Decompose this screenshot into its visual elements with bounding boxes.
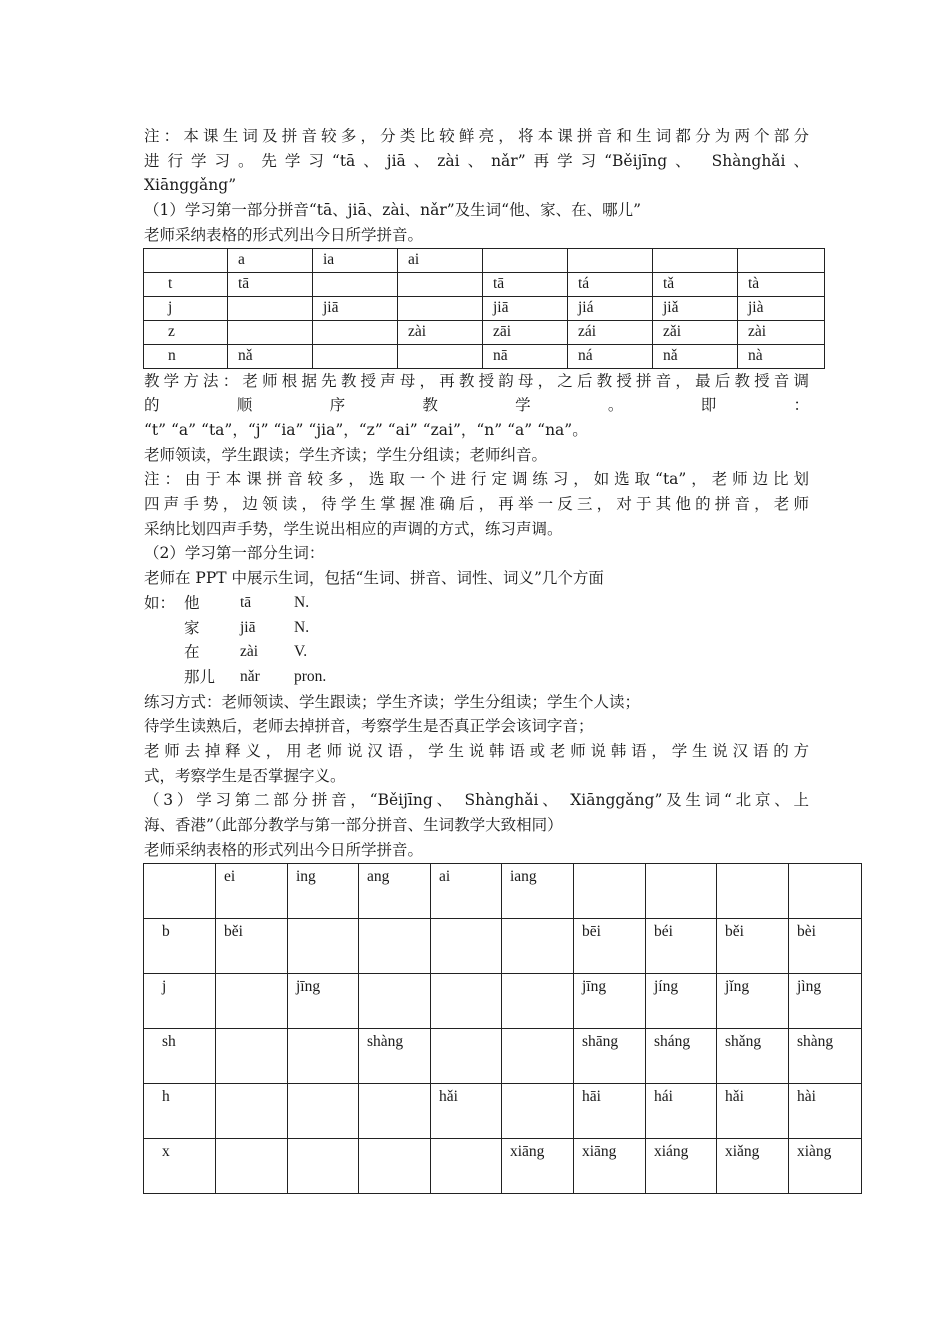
table1-cell: jiā bbox=[313, 296, 398, 320]
table2-cell: hài bbox=[789, 1083, 862, 1138]
table1-cell: a bbox=[228, 248, 313, 272]
table1-cell: zài bbox=[738, 320, 825, 344]
table1-cell: zái bbox=[568, 320, 653, 344]
table1-cell bbox=[398, 272, 483, 296]
table1-cell: ai bbox=[398, 248, 483, 272]
table2-cell: jǐng bbox=[717, 973, 789, 1028]
table1-cell: nǎ bbox=[653, 344, 738, 368]
table2-cell: xiāng bbox=[502, 1138, 574, 1193]
table1-cell bbox=[398, 344, 483, 368]
table1-cell: ná bbox=[568, 344, 653, 368]
table2-cell: ai bbox=[431, 863, 502, 918]
intro-line-1: 注：本课生词及拼音较多，分类比较鲜亮，将本课拼音和生词都分为两个部分 bbox=[144, 127, 809, 145]
table2-cell bbox=[646, 863, 717, 918]
table2-cell: ing bbox=[288, 863, 359, 918]
table1-cell: jiā bbox=[483, 296, 568, 320]
section3-heading-2: 海、香港”（此部分教学与第一部分拼音、生词教学大致相同） bbox=[144, 816, 563, 835]
table1-cell bbox=[228, 320, 313, 344]
note-line-1: 注：由于本课拼音较多，选取一个进行定调练习，如选取“ta”，老师边比划 bbox=[144, 470, 809, 489]
table1-cell: tā bbox=[483, 272, 568, 296]
vocab-word: 那儿 bbox=[184, 667, 216, 686]
pinyin-table-2 bbox=[143, 863, 862, 1194]
table2-cell bbox=[216, 1138, 288, 1193]
table2-row bbox=[144, 1028, 862, 1083]
method-word: 。 bbox=[607, 396, 624, 415]
table2-cell bbox=[288, 1138, 359, 1193]
table1-cell: z bbox=[144, 320, 228, 344]
table2-cell: shāng bbox=[574, 1028, 646, 1083]
table1-row bbox=[144, 272, 825, 296]
table2-cell: hái bbox=[646, 1083, 717, 1138]
table1-cell: nà bbox=[738, 344, 825, 368]
table2-cell: h bbox=[144, 1083, 216, 1138]
table1-cell bbox=[653, 248, 738, 272]
table1-cell bbox=[568, 248, 653, 272]
method-line-1: 教学方法：老师根据先教授声母，再教授韵母，之后教授拼音，最后教授音调 bbox=[144, 371, 809, 390]
table2-cell bbox=[431, 918, 502, 973]
table1-cell: tá bbox=[568, 272, 653, 296]
table1-cell: j bbox=[144, 296, 228, 320]
table1-row bbox=[144, 296, 825, 320]
table2-cell: ei bbox=[216, 863, 288, 918]
method-word: 的 bbox=[144, 396, 160, 415]
table2-cell bbox=[144, 863, 216, 918]
table2-cell: hǎi bbox=[431, 1083, 502, 1138]
vocab-pos: N. bbox=[294, 593, 310, 611]
note-line-2: 四声手势，边领读，待学生掌握准确后，再举一反三，对于其他的拼音，老师 bbox=[144, 495, 809, 514]
table2-cell: sh bbox=[144, 1028, 216, 1083]
table2-cell bbox=[502, 1028, 574, 1083]
table1-cell bbox=[313, 272, 398, 296]
method-word: ： bbox=[793, 396, 809, 415]
table2-cell: hǎi bbox=[717, 1083, 789, 1138]
vocab-prefix bbox=[144, 616, 184, 641]
table1-cell bbox=[228, 296, 313, 320]
table2-cell: x bbox=[144, 1138, 216, 1193]
table2-cell: jīng bbox=[288, 973, 359, 1028]
table2-cell bbox=[359, 973, 431, 1028]
section3-heading-1: （3）学习第二部分拼音，“Běijīng、 Shànghǎi、 Xiānggǎng”及生词“北京、上 bbox=[144, 791, 809, 810]
table1-cell: jiǎ bbox=[653, 296, 738, 320]
table2-cell bbox=[359, 1138, 431, 1193]
note-line-3: 采纳比划四声手势，学生说出相应的声调的方式，练习声调。 bbox=[144, 519, 563, 538]
table2-cell: běi bbox=[717, 918, 789, 973]
table2-cell: běi bbox=[216, 918, 288, 973]
vocab-pos: N. bbox=[294, 618, 310, 636]
method-word: 教 bbox=[422, 396, 438, 415]
method-word: 顺 bbox=[236, 396, 253, 415]
vocab-prefix bbox=[144, 665, 184, 690]
table1-cell: tā bbox=[228, 272, 313, 296]
vocab-word: 他 bbox=[184, 593, 200, 612]
vocab-pinyin: jiā bbox=[240, 618, 256, 636]
method-line-3: “t” “a” “ta”，“j” “ia” “jia”，“z” “ai” “zai”，“n” “a” “na”。 bbox=[144, 420, 588, 439]
table2-cell: shàng bbox=[359, 1028, 431, 1083]
vocab-item bbox=[144, 591, 809, 616]
table1-cell: tà bbox=[738, 272, 825, 296]
table1-cell bbox=[738, 248, 825, 272]
vocab-item bbox=[144, 616, 809, 641]
table2-cell: iang bbox=[502, 863, 574, 918]
table2-cell bbox=[502, 1083, 574, 1138]
vocab-word: 在 bbox=[184, 643, 200, 662]
vocab-pinyin: tā bbox=[240, 593, 252, 611]
table1-cell: jià bbox=[738, 296, 825, 320]
practice-line-1: 练习方式：老师领读、学生跟读；学生齐读；学生分组读；学生个人读； bbox=[144, 692, 641, 711]
table2-row bbox=[144, 1083, 862, 1138]
method-line-2 bbox=[144, 393, 809, 418]
table2-cell bbox=[216, 1028, 288, 1083]
table2-cell: sháng bbox=[646, 1028, 717, 1083]
section1-heading: （1）学习第一部分拼音“tā、jiā、zài、nǎr”及生词“他、家、在、哪儿” bbox=[144, 201, 642, 220]
table2-cell bbox=[288, 918, 359, 973]
table2-cell: shǎng bbox=[717, 1028, 789, 1083]
table2-row bbox=[144, 1138, 862, 1193]
table1-cell: nǎ bbox=[228, 344, 313, 368]
table2-cell bbox=[502, 918, 574, 973]
table2-cell: shàng bbox=[789, 1028, 862, 1083]
table1-cell bbox=[398, 296, 483, 320]
vocab-item bbox=[144, 665, 809, 690]
table1-header-row bbox=[144, 248, 825, 272]
table1-cell bbox=[313, 320, 398, 344]
method-word: 序 bbox=[329, 396, 346, 415]
vocab-pos: V. bbox=[294, 643, 308, 661]
table2-cell: bēi bbox=[574, 918, 646, 973]
vocab-pinyin: nǎr bbox=[240, 667, 260, 685]
table2-cell bbox=[288, 1028, 359, 1083]
table2-cell bbox=[288, 1083, 359, 1138]
table1-cell: jiá bbox=[568, 296, 653, 320]
table2-cell bbox=[216, 1083, 288, 1138]
table2-cell: hāi bbox=[574, 1083, 646, 1138]
practice-line-3: 老师去掉释义，用老师说汉语，学生说韩语或老师说韩语，学生说汉语的方 bbox=[144, 742, 809, 761]
table1-cell bbox=[483, 248, 568, 272]
table1-cell: t bbox=[144, 272, 228, 296]
table1-cell: zài bbox=[398, 320, 483, 344]
table2-cell: jīng bbox=[574, 973, 646, 1028]
document-page bbox=[144, 124, 834, 1194]
table2-cell bbox=[216, 973, 288, 1028]
table2-cell bbox=[359, 918, 431, 973]
table1-cell bbox=[144, 248, 228, 272]
table1-cell: zāi bbox=[483, 320, 568, 344]
vocab-pinyin: zài bbox=[240, 643, 259, 661]
table2-cell: béi bbox=[646, 918, 717, 973]
table1-cell: n bbox=[144, 344, 228, 368]
table1-cell bbox=[313, 344, 398, 368]
table1-cell: nā bbox=[483, 344, 568, 368]
vocab-item bbox=[144, 640, 809, 665]
method-word: 即 bbox=[700, 396, 717, 415]
intro-line-2: 进行学习。先学习“tā、jiā、zài、nǎr”再学习“Běijīng、 Shànghǎi、 bbox=[144, 151, 809, 170]
practice-line-4: 式，考察学生是否掌握字义。 bbox=[144, 766, 346, 785]
table2-cell bbox=[431, 1138, 502, 1193]
section2-heading: （2）学习第一部分生词： bbox=[144, 544, 325, 563]
vocab-pos: pron. bbox=[294, 667, 327, 685]
table1-row bbox=[144, 320, 825, 344]
table2-cell bbox=[717, 863, 789, 918]
table2-cell: j bbox=[144, 973, 216, 1028]
table2-cell bbox=[359, 1083, 431, 1138]
table2-cell bbox=[789, 863, 862, 918]
table2-cell: bèi bbox=[789, 918, 862, 973]
vocab-prefix: 如： bbox=[144, 593, 176, 612]
table2-header-row bbox=[144, 863, 862, 918]
table1-cell: tǎ bbox=[653, 272, 738, 296]
table2-cell bbox=[431, 973, 502, 1028]
table2-cell bbox=[502, 973, 574, 1028]
table2-cell: jíng bbox=[646, 973, 717, 1028]
table2-row bbox=[144, 918, 862, 973]
table2-cell bbox=[574, 863, 646, 918]
table2-cell: xiáng bbox=[646, 1138, 717, 1193]
table2-cell: xiāng bbox=[574, 1138, 646, 1193]
intro-line-3: Xiānggǎng” bbox=[144, 176, 237, 195]
table2-cell: b bbox=[144, 918, 216, 973]
table2-cell: jìng bbox=[789, 973, 862, 1028]
table2-cell: ang bbox=[359, 863, 431, 918]
table1-cell: ia bbox=[313, 248, 398, 272]
table2-cell bbox=[431, 1028, 502, 1083]
table2-cell: xiàng bbox=[789, 1138, 862, 1193]
vocab-word: 家 bbox=[184, 618, 200, 637]
table2-cell: xiǎng bbox=[717, 1138, 789, 1193]
table1-row bbox=[144, 344, 825, 368]
practice-line-2: 待学生读熟后，老师去掉拼音，考察学生是否真正学会该词字音； bbox=[144, 717, 594, 736]
table1-cell: zǎi bbox=[653, 320, 738, 344]
method-word: 学 bbox=[515, 396, 531, 415]
table2-row bbox=[144, 973, 862, 1028]
section3-table-intro: 老师采纳表格的形式列出今日所学拼音。 bbox=[144, 840, 424, 859]
vocab-list bbox=[144, 591, 809, 690]
pinyin-table-1 bbox=[143, 248, 825, 369]
section1-table-intro: 老师采纳表格的形式列出今日所学拼音。 bbox=[144, 225, 424, 244]
vocab-prefix bbox=[144, 640, 184, 665]
method-line-4: 老师领读，学生跟读；学生齐读；学生分组读；老师纠音。 bbox=[144, 445, 548, 464]
ppt-line: 老师在 PPT 中展示生词，包括“生词、拼音、词性、词义”几个方面 bbox=[144, 569, 604, 588]
